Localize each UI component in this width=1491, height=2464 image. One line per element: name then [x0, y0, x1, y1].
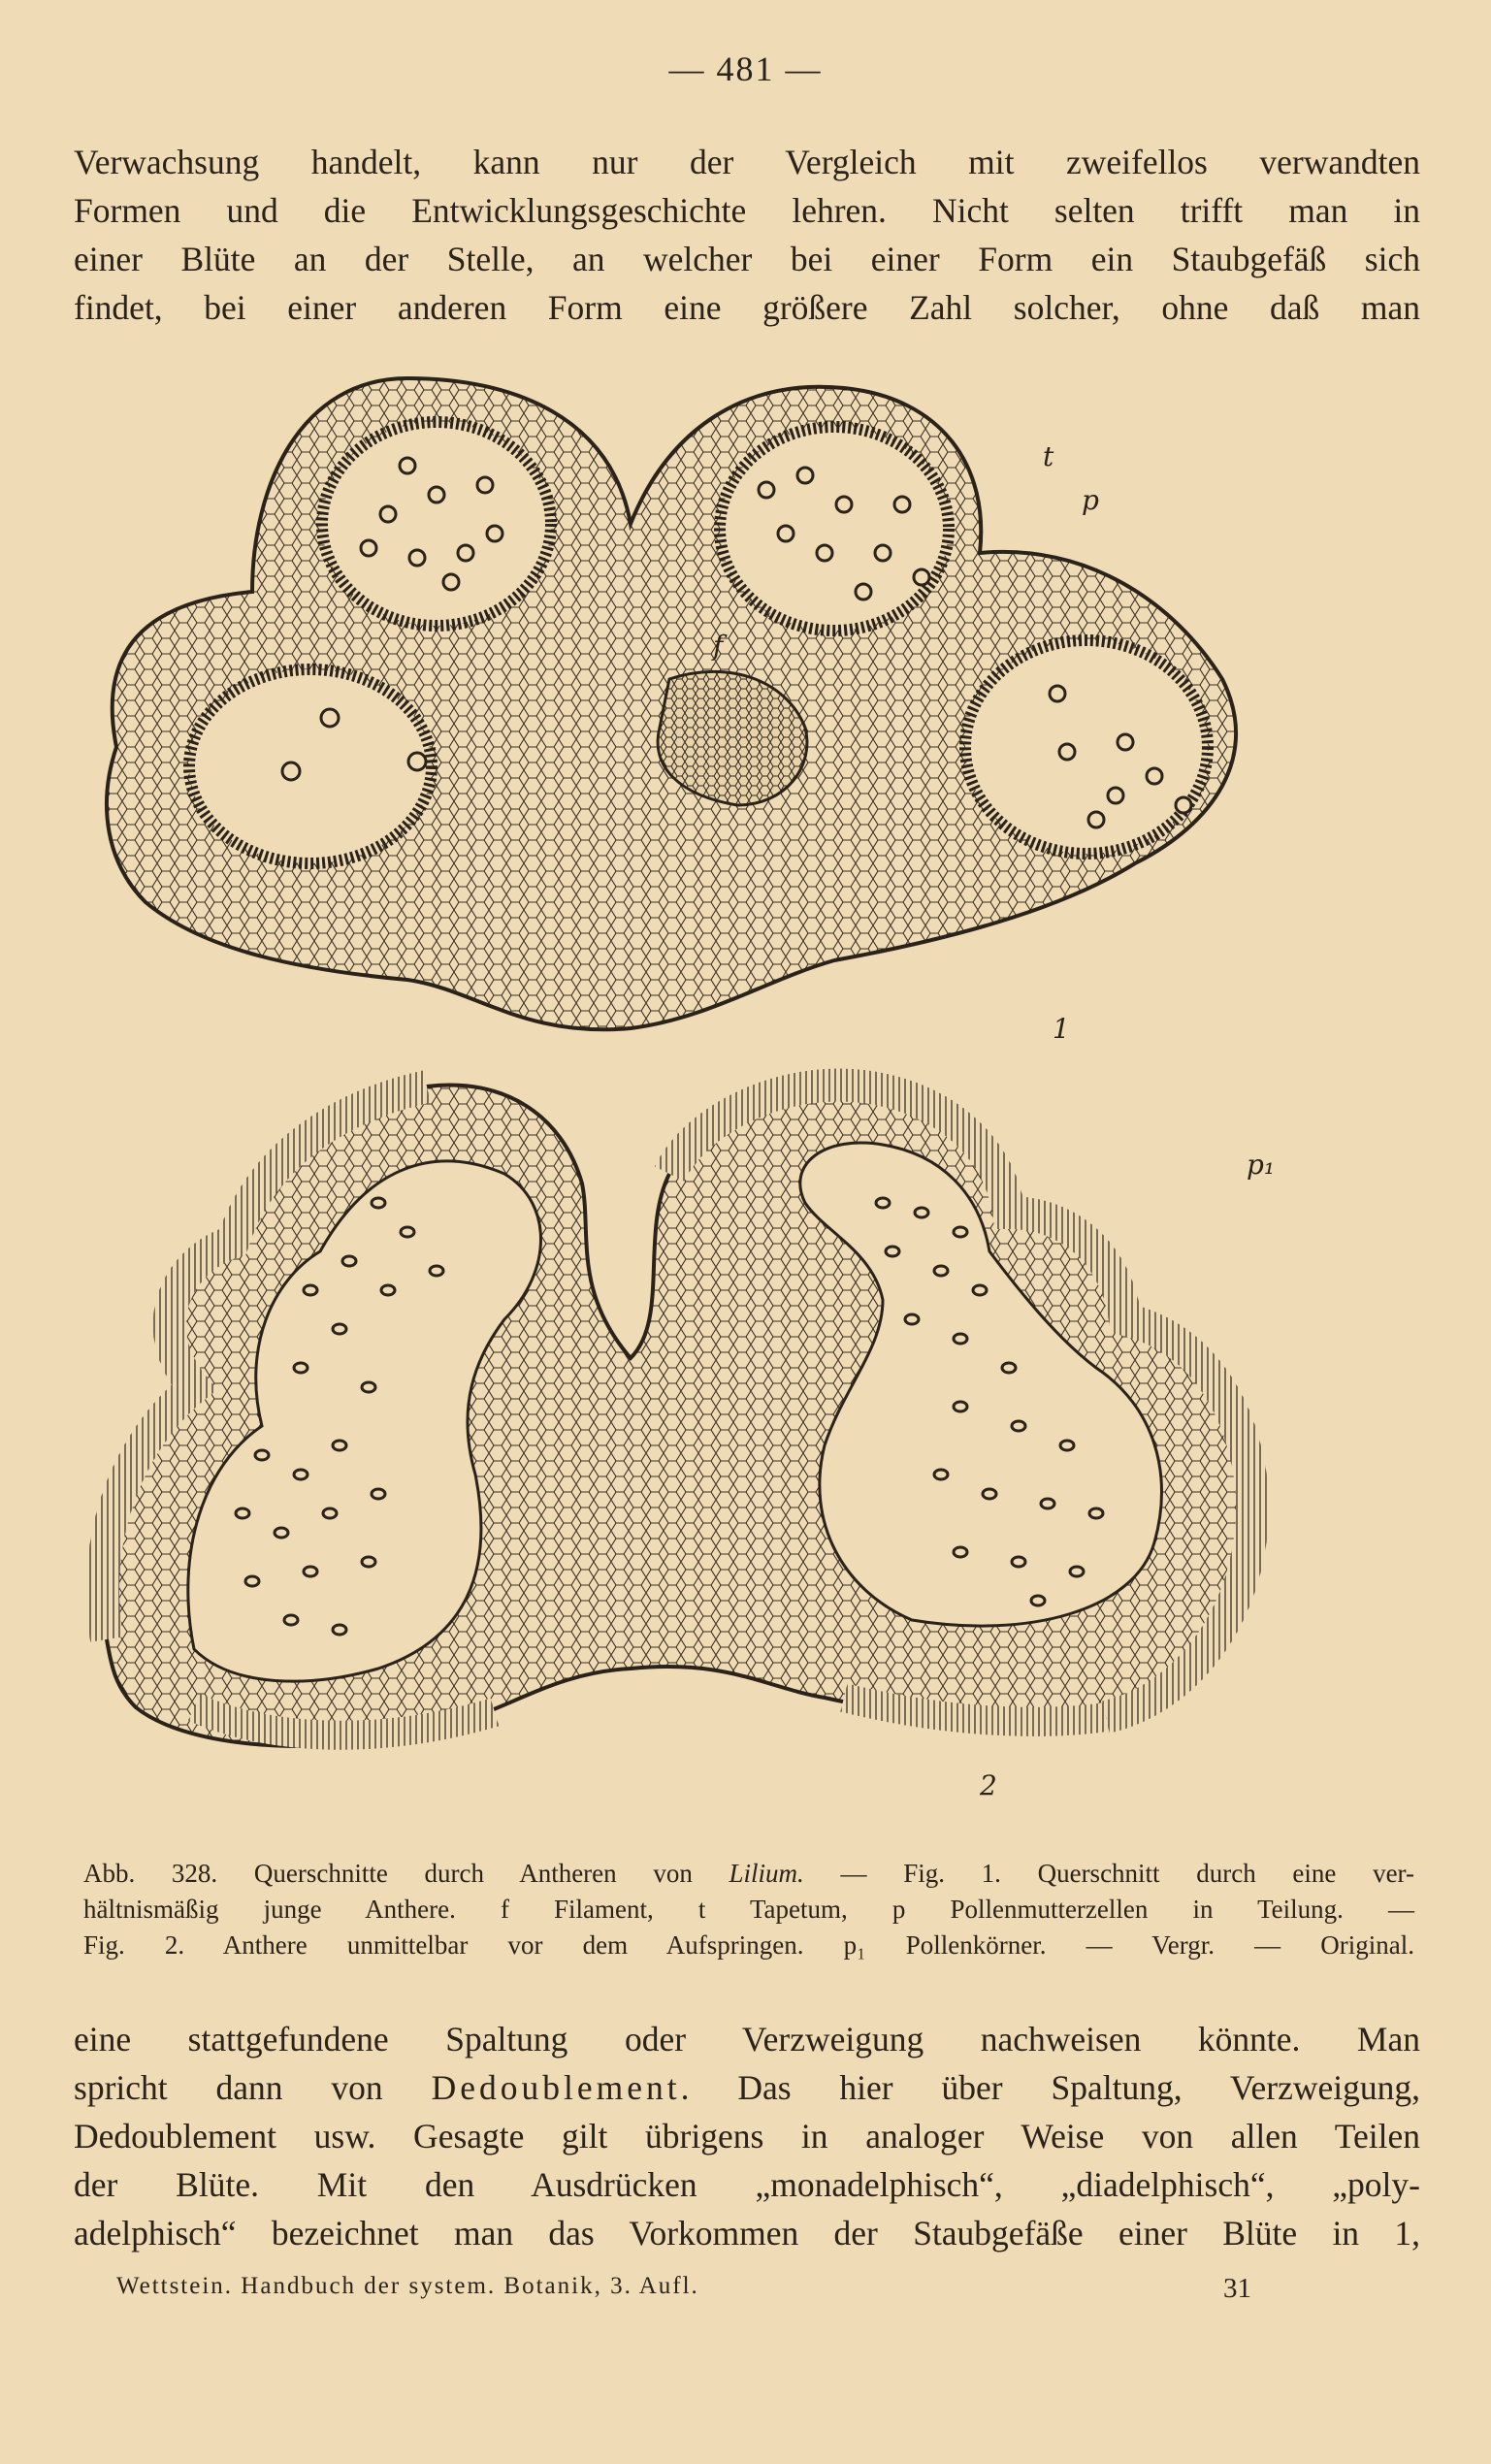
label-p1: p₁: [1247, 1149, 1276, 1181]
label-t: t: [1043, 440, 1054, 472]
caption-text: Abb. 328. Querschnitte durch Antheren von: [83, 1859, 729, 1888]
label-f: f: [713, 630, 724, 662]
fig1-number: 1: [1053, 1013, 1070, 1045]
caption-genus: Lilium.: [729, 1859, 804, 1888]
figure-illustration: [87, 359, 1426, 1833]
text-line: eine stattgefundene Spaltung oder Verzweigung nachweisen könnte. Man: [74, 2020, 1420, 2059]
fig2-number: 2: [980, 1769, 997, 1801]
anther-cross-section-figure: [87, 359, 1426, 1833]
figure-caption: [83, 1856, 1414, 1963]
footer-source: Wettstein. Handbuch der system. Botanik, 3. Aufl.: [116, 2273, 699, 2299]
caption-line: Fig. 2. Anthere unmittelbar vor dem Aufspringen. p₁ Pollenkörner. — Vergr. — Original.: [83, 1930, 1414, 1960]
text-run: spricht dann von: [74, 2068, 432, 2107]
bottom-paragraph: [74, 2015, 1420, 2257]
text-line: Verwachsung handelt, kann nur der Vergleich mit zweifellos verwandten: [74, 143, 1420, 181]
spaced-term: Dedoublement: [431, 2068, 681, 2107]
caption-line: hältnismäßig junge Anthere. f Filament, t Tapetum, p Pollenmutterzellen in Teilung. —: [83, 1895, 1414, 1924]
text-line: einer Blüte an der Stelle, an welcher bei einer Form ein Staubgefäß sich: [74, 240, 1420, 278]
fig2-anther: [103, 1085, 1275, 1801]
page-footer: [116, 2273, 1251, 2305]
text-line: Dedoublement usw. Gesagte gilt übrigens in analoger Weise von allen Teilen: [74, 2117, 1420, 2156]
text-line: [74, 2063, 1420, 2112]
text-run: . Das hier über Spaltung, Verzweigung,: [680, 2068, 1420, 2107]
footer-sheet-number: 31: [1223, 2273, 1251, 2304]
text-line: findet, bei einer anderen Form eine größere Zahl solcher, ohne daß man: [74, 288, 1420, 327]
top-paragraph: [74, 138, 1420, 332]
text-line: Formen und die Entwicklungsgeschichte lehren. Nicht selten trifft man in: [74, 191, 1420, 230]
label-p: p: [1082, 484, 1099, 516]
page-number: — 481 —: [668, 49, 823, 88]
text-line: der Blüte. Mit den Ausdrücken „monadelphisch“, „diadelphisch“, „poly-: [74, 2165, 1420, 2204]
fig1-anther: [107, 378, 1236, 1045]
caption-text: — Fig. 1. Querschnitt durch eine ver-: [803, 1859, 1414, 1888]
caption-line: [83, 1856, 1414, 1892]
text-line: adelphisch“ bezeichnet man das Vorkommen der Staubgefäße einer Blüte in 1,: [74, 2214, 1420, 2253]
